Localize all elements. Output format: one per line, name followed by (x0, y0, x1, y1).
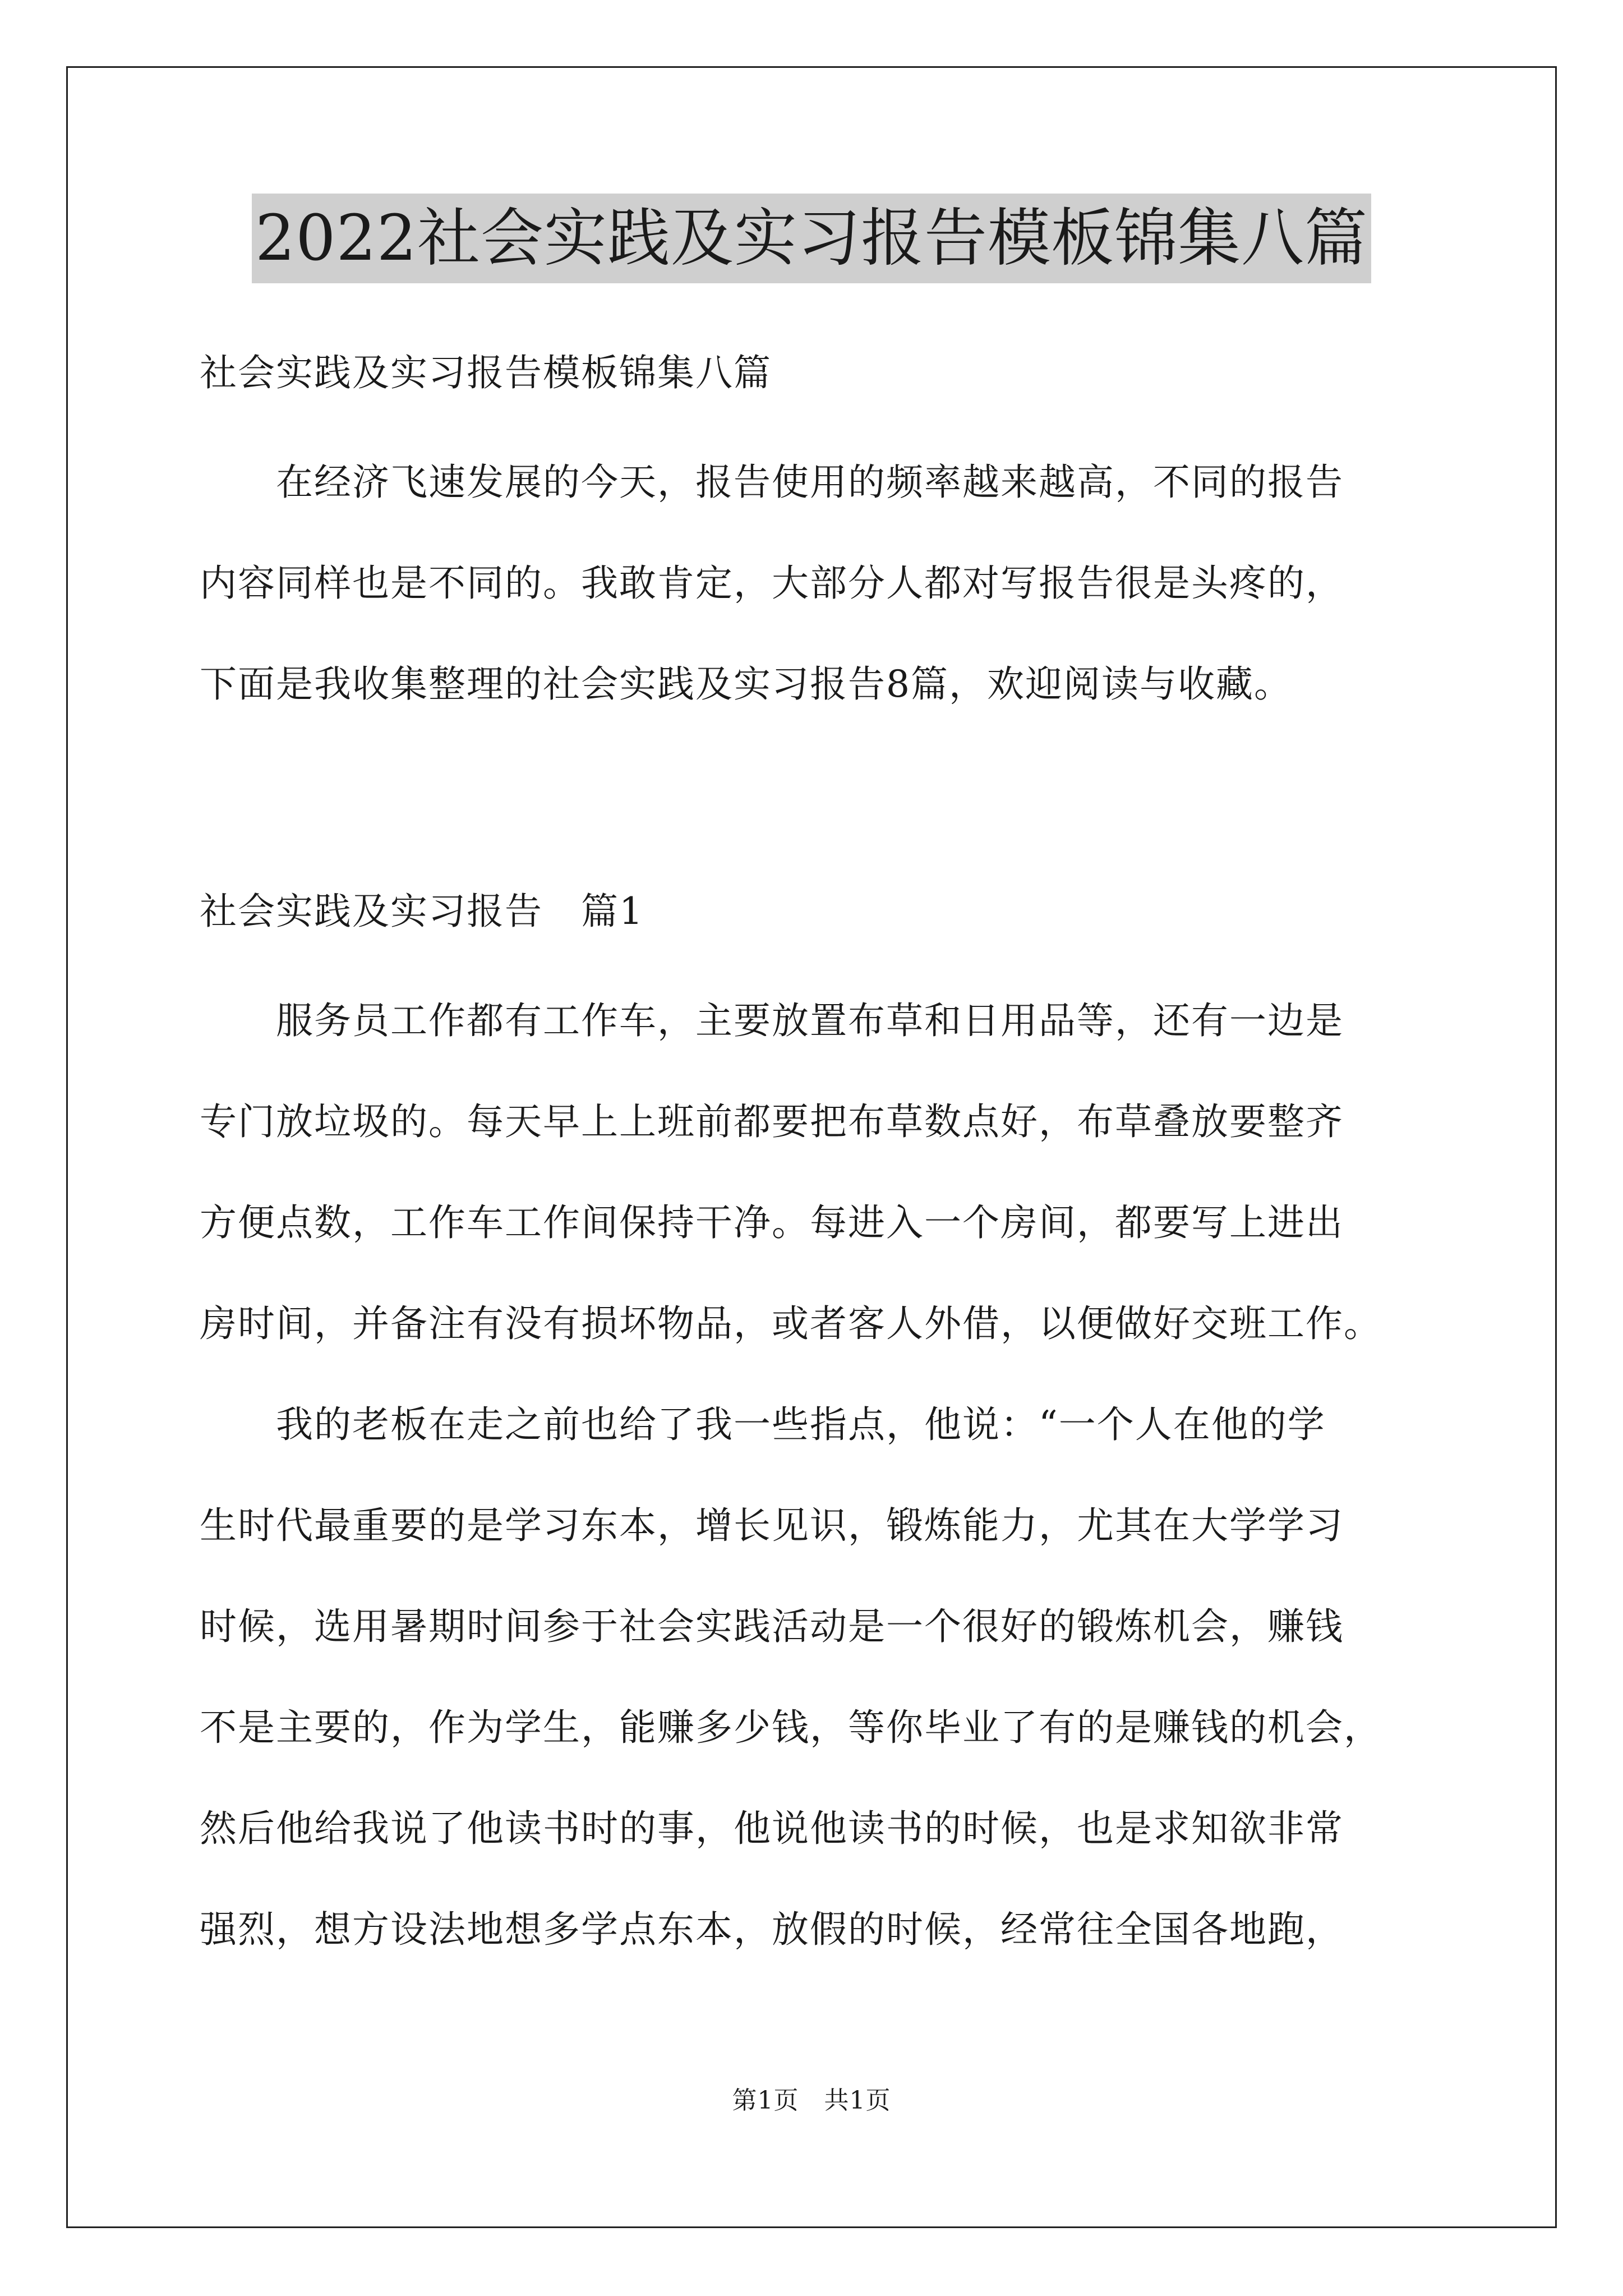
paragraph-line: 我的老板在走之前也给了我一些指点，他说：“一个人在他的学 (200, 1403, 1326, 1446)
section-heading: 社会实践及实习报告 篇1 (200, 890, 644, 933)
paragraph-line: 方便点数，工作车工作间保持干净。每进入一个房间，都要写上进出 (200, 1201, 1344, 1244)
intro-line: 下面是我收集整理的社会实践及实习报告8篇，欢迎阅读与收藏。 (200, 662, 1292, 706)
paragraph-line: 时候，选用暑期时间参于社会实践活动是一个很好的锻炼机会，赚钱 (200, 1605, 1344, 1648)
document-subtitle: 社会实践及实习报告模板锦集八篇 (200, 351, 772, 394)
paragraph-line: 服务员工作都有工作车，主要放置布草和日用品等，还有一边是 (200, 999, 1344, 1042)
paragraph-line: 然后他给我说了他读书时的事，他说他读书的时候，也是求知欲非常 (200, 1807, 1344, 1850)
paragraph-line: 强烈，想方设法地想多学点东本，放假的时候，经常往全国各地跑， (200, 1908, 1344, 1951)
intro-line: 在经济飞速发展的今天，报告使用的频率越来越高，不同的报告 (200, 461, 1344, 504)
paragraph-line: 不是主要的，作为学生，能赚多少钱，等你毕业了有的是赚钱的机会， (200, 1706, 1382, 1749)
paragraph-line: 生时代最重要的是学习东本，增长见识，锻炼能力，尤其在大学学习 (200, 1504, 1344, 1547)
paragraph-line: 房时间，并备注有没有损坏物品，或者客人外借，以便做好交班工作。 (200, 1302, 1382, 1345)
page-footer: 第1页 共1页 (732, 2086, 891, 2115)
paragraph-line: 专门放垃圾的。每天早上上班前都要把布草数点好，布草叠放要整齐 (200, 1100, 1344, 1143)
document-title: 2022社会实践及实习报告模板锦集八篇 (252, 194, 1371, 283)
intro-line: 内容同样也是不同的。我敢肯定，大部分人都对写报告很是头疼的， (200, 562, 1344, 605)
title-container (0, 194, 1623, 283)
